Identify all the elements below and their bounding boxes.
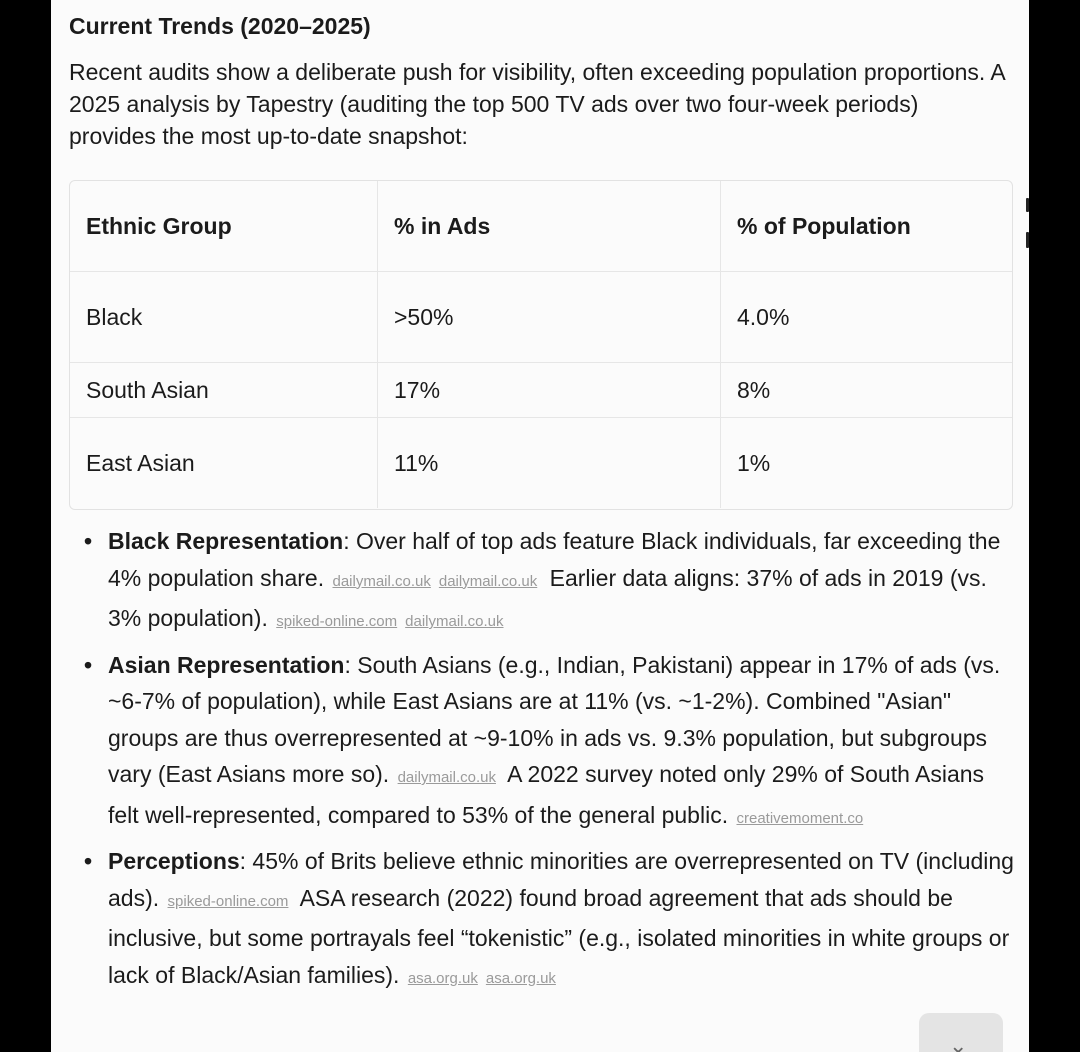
table-cell: East Asian <box>70 418 378 509</box>
citation-link[interactable]: asa.org.uk <box>407 969 478 987</box>
bullet-text: ASA research (2022) found broad agreement that ads should be inclusive, but some portrayals feel “tokenistic” (e.g., isolated minorities in white groups or lack of Black/Asian families). <box>108 884 1010 988</box>
intro-paragraph: Recent audits show a deliberate push for visibility, often exceeding population proportions. A 2025 analysis by Tapestry (auditing the top 500 TV ads over two four-week periods) provides the most up-to-date snapshot: <box>69 59 1005 149</box>
bullet-list <box>69 523 1014 1003</box>
bullet-text: : Over half of top ads feature Black individuals, far exceeding the 4% population share. <box>108 528 1001 591</box>
table-cell: Black <box>70 272 378 363</box>
table-header-row <box>70 181 1013 272</box>
table-row <box>70 272 1013 363</box>
bullet-text: Earlier data aligns: 37% of ads in 2019 (vs. 3% population). <box>108 564 987 631</box>
table-cell: South Asian <box>70 363 378 418</box>
bullet-text: : 45% of Brits believe ethnic minorities are overrepresented on TV (including ads). <box>108 848 1014 911</box>
data-table[interactable] <box>69 180 1013 510</box>
list-item <box>69 843 1014 997</box>
column-header: % in Ads <box>378 181 721 272</box>
scroll-to-bottom-button[interactable] <box>919 1013 1003 1052</box>
citation-link[interactable]: dailymail.co.uk <box>405 613 504 630</box>
citation-link[interactable]: spiked-online.com <box>167 892 289 910</box>
citation-link[interactable]: dailymail.co.uk <box>438 572 538 590</box>
table-row <box>70 363 1013 418</box>
bullet-text: A 2022 survey noted only 29% of South Asians felt well-represented, compared to 53% of the general public. <box>108 761 985 828</box>
response-content <box>69 0 1019 988</box>
table-cell: 4.0% <box>721 272 1014 363</box>
bullet-title: Asian Representation <box>108 651 345 678</box>
table-cell: 17% <box>378 363 721 418</box>
list-item <box>69 523 1014 641</box>
bullet-icon: • <box>84 848 93 874</box>
table-cell: 8% <box>721 363 1014 418</box>
chat-response-panel <box>51 0 1029 1052</box>
citation-link[interactable]: dailymail.co.uk <box>397 769 496 786</box>
table-horizontal-overflow-indicator <box>1026 198 1029 248</box>
column-header: % of Population <box>721 181 1014 272</box>
list-item <box>69 647 1014 838</box>
column-header: Ethnic Group <box>70 181 378 272</box>
table-cell: 11% <box>378 418 721 509</box>
bullet-title: Perceptions <box>108 848 240 874</box>
citation-link[interactable]: dailymail.co.uk <box>332 572 431 590</box>
bullet-icon: • <box>84 528 93 554</box>
chevron-down-icon: ⌄ <box>949 1033 968 1052</box>
table-cell: 1% <box>721 418 1014 509</box>
section-heading: Current Trends (2020–2025) <box>69 13 371 39</box>
bullet-title: Black Representation <box>108 528 344 554</box>
citation-link[interactable]: asa.org.uk <box>485 969 556 987</box>
table-row <box>70 418 1013 509</box>
bullet-text: : South Asians (e.g., Indian, Pakistani) appear in 17% of ads (vs. ~6-7% of population), while East Asians are at 11% (vs. ~1-2%). Combined "Asian" groups are thus overrepresented at ~9-10% in ads vs. 9.3% population, but subgroups vary (East Asians more so). <box>108 651 1001 787</box>
bullet-icon: • <box>84 651 93 678</box>
table-cell: >50% <box>378 272 721 363</box>
citation-link[interactable]: spiked-online.com <box>276 613 398 630</box>
citation-link[interactable]: creativemoment.co <box>736 809 864 827</box>
